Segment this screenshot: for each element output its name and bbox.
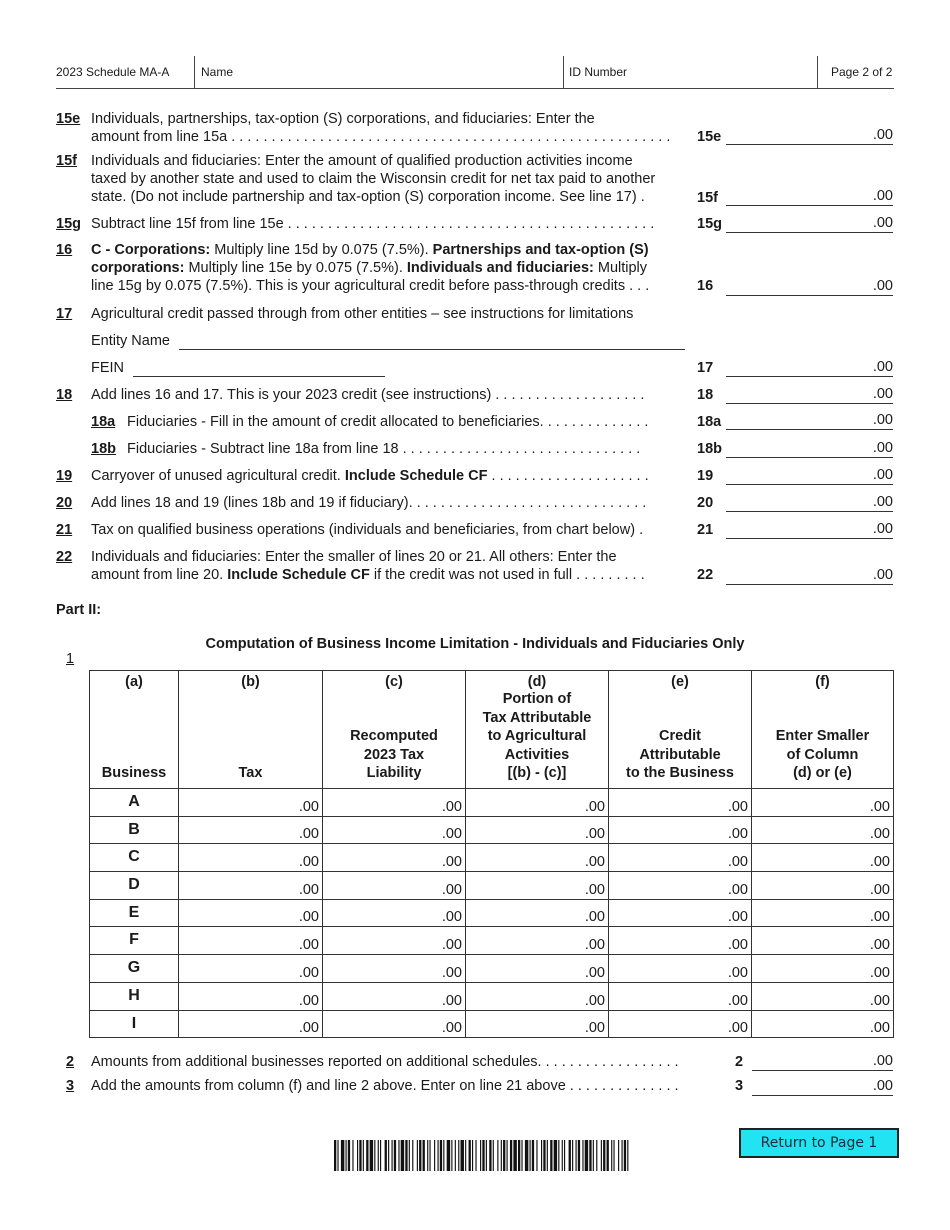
line-number: 15e [56, 111, 81, 127]
amount-cell-c[interactable]: .00 [323, 927, 466, 955]
line-box-label: 15f [697, 190, 718, 206]
line-number: 20 [56, 495, 73, 511]
line-box-label: 15g [697, 216, 722, 232]
barcode-bar [493, 1140, 494, 1171]
barcode-bar [603, 1140, 605, 1171]
barcode-bar [374, 1140, 375, 1171]
barcode-bar [472, 1140, 473, 1171]
amount-cell-b[interactable]: .00 [179, 1010, 323, 1038]
amount-cell-e[interactable]: .00 [609, 1010, 752, 1038]
fein-label: FEIN [91, 360, 125, 376]
barcode-bar [405, 1140, 407, 1171]
barcode-bar [554, 1140, 557, 1171]
amount-field-15g[interactable]: .00 [726, 214, 893, 233]
amount-field-18b[interactable]: .00 [726, 439, 893, 458]
barcode-bar [585, 1140, 588, 1171]
barcode-bar [550, 1140, 552, 1171]
column-label: Portion of Tax Attributable to Agricultural Activities [(b) - (c)] [482, 691, 592, 781]
line-box-label: 22 [697, 567, 714, 583]
barcode-bar [346, 1140, 347, 1171]
barcode-bar [482, 1140, 484, 1171]
line-box-label: 21 [697, 522, 714, 538]
barcode-bar [547, 1140, 548, 1171]
barcode-bar [576, 1140, 577, 1171]
bold-text: Individuals and fiduciaries: [406, 260, 594, 276]
line-number: 18 [56, 387, 73, 403]
column-label: Business [101, 765, 167, 781]
line-number: 16 [56, 242, 73, 258]
amount-cell-b[interactable]: .00 [179, 789, 323, 817]
divider [563, 56, 564, 88]
barcode-bar [359, 1140, 361, 1171]
barcode-bar [541, 1140, 542, 1171]
amount-cell-e[interactable]: .00 [609, 872, 752, 900]
barcode-bar [392, 1140, 393, 1171]
amount-cell-d[interactable]: .00 [466, 955, 609, 983]
table-row [90, 955, 894, 983]
column-header-business [90, 671, 179, 789]
text-segment: if the credit was not used in full . . . . . . . . . [369, 567, 645, 583]
line-number: 18a [91, 414, 116, 430]
amount-cell-f[interactable]: .00 [752, 1010, 894, 1038]
fein-field[interactable] [133, 376, 385, 377]
line-box-label: 19 [697, 468, 714, 484]
barcode-bar [469, 1140, 471, 1171]
column-label: Tax [238, 765, 263, 781]
barcode-bar [543, 1140, 545, 1171]
amount-cell-c[interactable]: .00 [323, 789, 466, 817]
barcode-bar [489, 1140, 491, 1171]
business-label: F [90, 927, 179, 955]
line-description: Fiduciaries - Subtract line 18a from line 18 . . . . . . . . . . . . . . . . . . . . . . . . . . . . . . [127, 441, 641, 457]
barcode-bar [380, 1140, 381, 1171]
barcode-bar [409, 1140, 410, 1171]
line-description: Agricultural credit passed through from other entities – see instructions for limitations [91, 306, 634, 322]
amount-cell-f[interactable]: .00 [752, 844, 894, 872]
line-number: 3 [66, 1078, 75, 1094]
amount-field-22[interactable]: .00 [726, 566, 893, 585]
barcode-bar [475, 1140, 476, 1171]
barcode-bar [572, 1140, 573, 1171]
barcode-bar [334, 1140, 336, 1171]
column-letter: (d) [527, 674, 547, 690]
barcode-bar [486, 1140, 487, 1171]
barcode-bar [518, 1140, 520, 1171]
amount-cell-f[interactable]: .00 [752, 982, 894, 1010]
column-letter: (f) [815, 674, 830, 690]
amount-field-15f[interactable]: .00 [726, 187, 893, 206]
barcode-bar [427, 1140, 428, 1171]
barcode-bar [569, 1140, 571, 1171]
line-box-label: 20 [697, 495, 714, 511]
business-label: H [90, 982, 179, 1010]
text-segment: Carryover of unused agricultural credit. [91, 468, 345, 484]
barcode-bar [341, 1140, 344, 1171]
barcode-bar [525, 1140, 528, 1171]
line-number: 18b [91, 441, 116, 457]
table-row [90, 982, 894, 1010]
barcode-bar [363, 1140, 364, 1171]
amount-cell-e[interactable]: .00 [609, 816, 752, 844]
column-label: Credit Attributable to the Business [626, 728, 734, 781]
line-description: amount from line 15a . . . . . . . . . . . . . . . . . . . . . . . . . . . . . . . . . . . . . . . . . . . . . . . . . . . . . . . [91, 129, 671, 145]
line-box-label: 18 [697, 387, 714, 403]
amount-field-19[interactable]: .00 [726, 466, 893, 485]
bold-text: C - Corporations: [91, 242, 211, 258]
business-label: B [90, 816, 179, 844]
line-box-label: 18a [697, 414, 722, 430]
barcode-bar [438, 1140, 439, 1171]
form-header [56, 56, 894, 89]
table-row [90, 899, 894, 927]
line-number: 2 [66, 1054, 75, 1070]
barcode-bar [417, 1140, 418, 1171]
barcode-bar [624, 1140, 626, 1171]
column-letter: (c) [385, 674, 403, 690]
text-segment: amount from line 20. [91, 567, 228, 583]
part-title: Part II: [56, 602, 102, 618]
page-number: Page 2 of 2 [831, 65, 893, 79]
table-row [90, 844, 894, 872]
amount-cell-e[interactable]: .00 [609, 844, 752, 872]
amount-cell-f[interactable]: .00 [752, 927, 894, 955]
line-description: Fiduciaries - Fill in the amount of credit allocated to beneficiaries. . . . . . . . . . . . . . [127, 414, 649, 430]
barcode-bar [507, 1140, 508, 1171]
text-segment: . . . . . . . . . . . . . . . . . . . . [487, 468, 649, 484]
text-segment: Multiply line 15e by 0.075 (7.5%). [184, 260, 407, 276]
amount-cell-d[interactable]: .00 [466, 844, 609, 872]
barcode-bar [510, 1140, 512, 1171]
amount-cell-e[interactable]: .00 [609, 899, 752, 927]
barcode-bar [458, 1140, 459, 1171]
text-segment: Multiply [593, 260, 648, 276]
barcode-bar [451, 1140, 452, 1171]
amount-cell-c[interactable]: .00 [323, 872, 466, 900]
amount-cell-b[interactable]: .00 [179, 982, 323, 1010]
business-label: D [90, 872, 179, 900]
barcode-bar [532, 1140, 534, 1171]
amount-cell-e[interactable]: .00 [609, 927, 752, 955]
line-description [91, 241, 699, 259]
barcode-bar [564, 1140, 565, 1171]
bold-text: Include Schedule CF [227, 567, 370, 583]
return-to-page-1-button[interactable]: Return to Page 1 [739, 1128, 899, 1158]
amount-cell-b[interactable]: .00 [179, 927, 323, 955]
barcode-bar [611, 1140, 612, 1171]
form-title: 2023 Schedule MA-A [56, 65, 170, 79]
amount-cell-c[interactable]: .00 [323, 899, 466, 927]
amount-cell-c[interactable]: .00 [323, 816, 466, 844]
amount-cell-c[interactable]: .00 [323, 982, 466, 1010]
barcode-bar [434, 1140, 435, 1171]
line-description: Amounts from additional businesses reported on additional schedules. . . . . . . . . . . . . . . . . . [91, 1054, 679, 1070]
barcode-bar [593, 1140, 594, 1171]
entity-name-field[interactable] [179, 349, 685, 350]
barcode-bar [455, 1140, 456, 1171]
line-box-label: 2 [735, 1054, 744, 1070]
entity-name-label: Entity Name [91, 333, 170, 349]
amount-cell-d[interactable]: .00 [466, 982, 609, 1010]
business-label: G [90, 955, 179, 983]
barcode-bar [394, 1140, 396, 1171]
barcode-bar [497, 1140, 498, 1171]
barcode-bar [480, 1140, 481, 1171]
amount-cell-b[interactable]: .00 [179, 816, 323, 844]
amount-cell-f[interactable]: .00 [752, 872, 894, 900]
amount-field-17[interactable]: .00 [726, 358, 893, 377]
amount-cell-d[interactable]: .00 [466, 1010, 609, 1038]
amount-field-21[interactable]: .00 [726, 520, 893, 539]
barcode-bar [618, 1140, 619, 1171]
barcode-bar [530, 1140, 531, 1171]
barcode-bar [607, 1140, 609, 1171]
amount-cell-f[interactable]: .00 [752, 789, 894, 817]
line-description: Add lines 18 and 19 (lines 18b and 19 if fiduciary). . . . . . . . . . . . . . . . . . . . . . . . . . . . . . [91, 495, 647, 511]
amount-cell-d[interactable]: .00 [466, 872, 609, 900]
column-header-portion-attributable [466, 671, 609, 789]
amount-cell-d[interactable]: .00 [466, 927, 609, 955]
bold-text: Partnerships and tax-option (S) [432, 242, 649, 258]
barcode-bar [578, 1140, 580, 1171]
barcode-bar [601, 1140, 602, 1171]
line-description [91, 259, 699, 277]
bold-text: Include Schedule CF [344, 468, 488, 484]
amount-cell-b[interactable]: .00 [179, 844, 323, 872]
column-header-tax [179, 671, 323, 789]
barcode-bar [388, 1140, 389, 1171]
barcode-bar [419, 1140, 421, 1171]
amount-field-line3[interactable]: .00 [752, 1077, 893, 1096]
barcode-bar [337, 1140, 338, 1171]
table-row [90, 789, 894, 817]
column-letter: (e) [671, 674, 689, 690]
barcode-bar [503, 1140, 505, 1171]
line-description [91, 467, 699, 485]
barcode-bar [348, 1140, 350, 1171]
line-description: Individuals and fiduciaries: Enter the smaller of lines 20 or 21. All others: Enter the [91, 549, 617, 565]
name-label: Name [201, 65, 234, 79]
barcode-bar [385, 1140, 387, 1171]
barcode-bar [562, 1140, 563, 1171]
amount-field-20[interactable]: .00 [726, 493, 893, 512]
barcode-bar [461, 1140, 464, 1171]
business-label: A [90, 789, 179, 817]
business-income-table [89, 670, 894, 1038]
barcode-bar [627, 1140, 628, 1171]
barcode-bar [589, 1140, 591, 1171]
barcode-bar [378, 1140, 379, 1171]
id-number-label: ID Number [569, 65, 628, 79]
amount-cell-f[interactable]: .00 [752, 955, 894, 983]
barcode-bar [501, 1140, 502, 1171]
amount-cell-d[interactable]: .00 [466, 789, 609, 817]
barcode-bar [443, 1140, 444, 1171]
amount-cell-f[interactable]: .00 [752, 899, 894, 927]
line-description: taxed by another state and used to claim the Wisconsin credit for net tax paid to another [91, 171, 656, 187]
barcode-bar [622, 1140, 623, 1171]
amount-cell-c[interactable]: .00 [323, 844, 466, 872]
line-description: Tax on qualified business operations (individuals and beneficiaries, from chart below) . [91, 522, 644, 538]
barcode-icon [334, 1140, 630, 1171]
business-label: I [90, 1010, 179, 1038]
line-number: 15g [56, 216, 81, 232]
amount-cell-c[interactable]: .00 [323, 955, 466, 983]
amount-field-15e[interactable]: .00 [726, 126, 893, 145]
amount-field-line2[interactable]: .00 [752, 1052, 893, 1071]
barcode-bar [582, 1140, 583, 1171]
barcode-bar [447, 1140, 450, 1171]
table-header-row [90, 671, 894, 789]
line-number: 1 [66, 651, 75, 667]
barcode-bar [558, 1140, 559, 1171]
line-description: Add the amounts from column (f) and line 2 above. Enter on line 21 above . . . . . . . . . . . . . . [91, 1078, 679, 1094]
amount-cell-d[interactable]: .00 [466, 816, 609, 844]
line-number: 15f [56, 153, 77, 169]
column-letter: (a) [125, 674, 143, 690]
amount-cell-b[interactable]: .00 [179, 899, 323, 927]
line-number: 21 [56, 522, 73, 538]
line-number: 17 [56, 306, 73, 322]
line-description: line 15g by 0.075 (7.5%). This is your agricultural credit before pass-through credits . . . [91, 278, 650, 294]
line-box-label: 15e [697, 129, 722, 145]
column-header-smaller-of-d-e [752, 671, 894, 789]
line-description: Individuals, partnerships, tax-option (S) corporations, and fiduciaries: Enter the [91, 111, 595, 127]
amount-cell-e[interactable]: .00 [609, 955, 752, 983]
table-row [90, 1010, 894, 1038]
column-label: Enter Smaller of Column (d) or (e) [775, 728, 870, 781]
amount-field-18a[interactable]: .00 [726, 411, 893, 430]
amount-cell-d[interactable]: .00 [466, 899, 609, 927]
barcode-bar [440, 1140, 442, 1171]
amount-cell-e[interactable]: .00 [609, 982, 752, 1010]
barcode-bar [398, 1140, 399, 1171]
amount-cell-c[interactable]: .00 [323, 1010, 466, 1038]
column-header-credit-attributable [609, 671, 752, 789]
barcode-bar [465, 1140, 466, 1171]
line-number: 19 [56, 468, 73, 484]
barcode-bar [521, 1140, 522, 1171]
column-label: Recomputed 2023 Tax Liability [350, 728, 438, 781]
line-box-label: 17 [697, 360, 714, 376]
barcode-bar [352, 1140, 353, 1171]
amount-field-16[interactable]: .00 [726, 277, 893, 296]
text-segment: Multiply line 15d by 0.075 (7.5%). [210, 242, 433, 258]
line-number: 22 [56, 549, 73, 565]
barcode-bar [429, 1140, 430, 1171]
business-label: E [90, 899, 179, 927]
line-description [91, 566, 699, 584]
bold-text: corporations: [91, 260, 185, 276]
barcode-bar [370, 1140, 373, 1171]
amount-cell-f[interactable]: .00 [752, 816, 894, 844]
business-label: C [90, 844, 179, 872]
line-box-label: 3 [735, 1078, 744, 1094]
line-box-label: 18b [697, 441, 722, 457]
barcode-bar [357, 1140, 358, 1171]
table-body [90, 789, 894, 1038]
line-description: Individuals and fiduciaries: Enter the amount of qualified production activities income [91, 153, 633, 169]
line-description: Add lines 16 and 17. This is your 2023 credit (see instructions) . . . . . . . . . . . . . . . . . . . [91, 387, 645, 403]
column-header-recomputed-liability [323, 671, 466, 789]
amount-cell-b[interactable]: .00 [179, 872, 323, 900]
barcode-bar [401, 1140, 404, 1171]
line-box-label: 16 [697, 278, 714, 294]
divider [194, 56, 195, 88]
table-row [90, 816, 894, 844]
barcode-bar [613, 1140, 614, 1171]
barcode-bar [366, 1140, 368, 1171]
barcode-bar [513, 1140, 516, 1171]
amount-cell-e[interactable]: .00 [609, 789, 752, 817]
barcode-bar [596, 1140, 597, 1171]
line-description: state. (Do not include partnership and tax-option (S) corporation income. See line 17) . [91, 189, 645, 205]
amount-cell-b[interactable]: .00 [179, 955, 323, 983]
column-letter: (b) [241, 674, 260, 690]
barcode-bar [412, 1140, 413, 1171]
table-row [90, 872, 894, 900]
barcode-bar [423, 1140, 425, 1171]
table-row [90, 927, 894, 955]
divider [817, 56, 818, 88]
line-description: Subtract line 15f from line 15e . . . . . . . . . . . . . . . . . . . . . . . . . . . . . . . . . . . . . . . . . . . . . . [91, 216, 655, 232]
amount-field-18[interactable]: .00 [726, 385, 893, 404]
table-title: Computation of Business Income Limitation - Individuals and Fiduciaries Only [205, 636, 745, 652]
barcode-bar [536, 1140, 537, 1171]
